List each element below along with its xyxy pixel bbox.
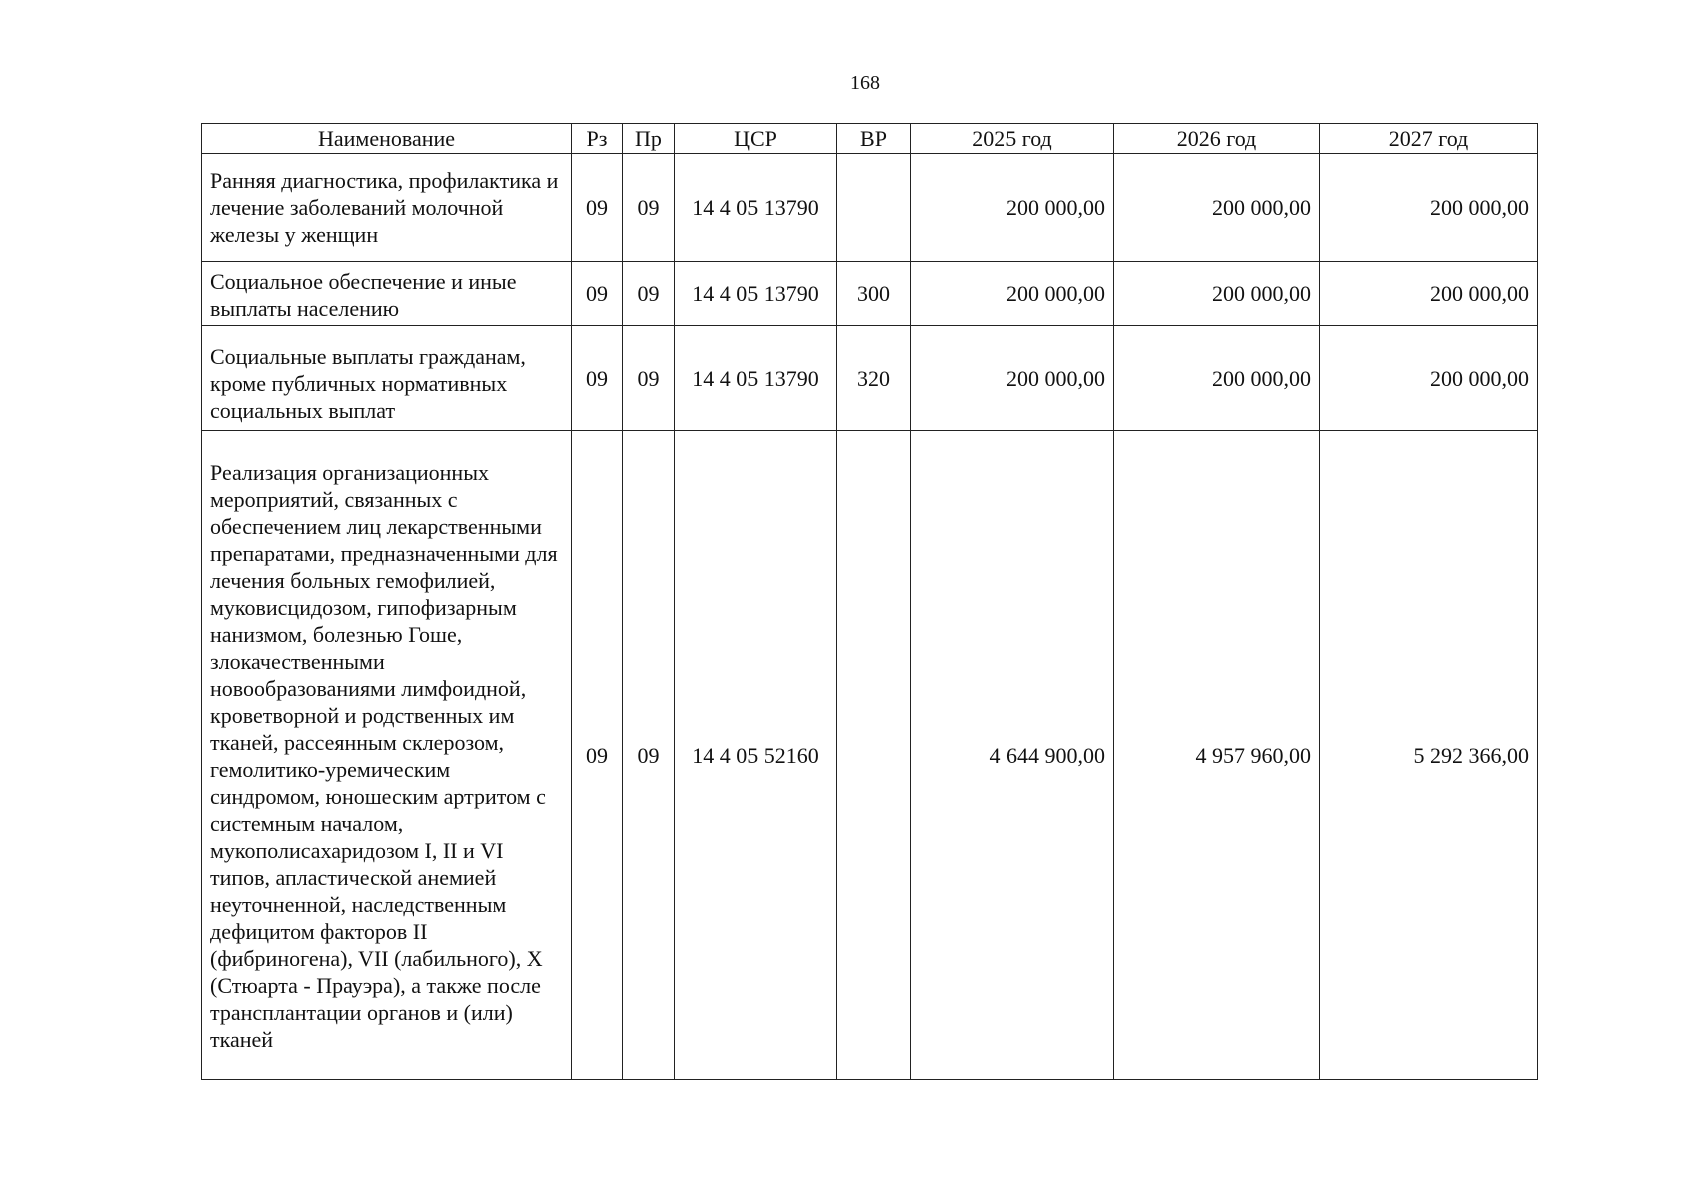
header-rz: Рз (572, 124, 623, 154)
row-2026: 200 000,00 (1114, 262, 1320, 326)
table-row (202, 262, 1538, 326)
header-name: Наименование (202, 124, 572, 154)
row-pr: 09 (623, 262, 675, 326)
header-vr: ВР (837, 124, 911, 154)
table-row (202, 431, 1538, 1080)
row-name: Социальное обеспечение и иные выплаты населению (202, 262, 572, 326)
row-pr: 09 (623, 431, 675, 1080)
row-name: Реализация организационных мероприятий, связанных с обеспечением лиц лекарственными препаратами, предназначенными для лечения больных гемофилией, муковисцидозом, гипофизарным нанизмом, болезнью Гоше, злокачественными новообразованиями лимфоидной, кроветворной и родственных им тканей, рассеянным склерозом, гемолитико-уремическим синдромом, юношеским артритом с системным началом, мукополисахаридозом I, II и VI типов, апластической анемией неуточненной, наследственным дефицитом факторов II (фибриногена), VII (лабильного), X (Стюарта - Прауэра), а также после трансплантации органов и (или) тканей (202, 431, 572, 1080)
header-2025: 2025 год (911, 124, 1114, 154)
row-2027: 5 292 366,00 (1320, 431, 1538, 1080)
row-rz: 09 (572, 154, 623, 262)
table-row (202, 326, 1538, 431)
row-pr: 09 (623, 154, 675, 262)
row-2027: 200 000,00 (1320, 154, 1538, 262)
row-2026: 4 957 960,00 (1114, 431, 1320, 1080)
header-2027: 2027 год (1320, 124, 1538, 154)
header-csr: ЦСР (675, 124, 837, 154)
budget-table (201, 123, 1538, 1080)
row-rz: 09 (572, 262, 623, 326)
row-2025: 200 000,00 (911, 154, 1114, 262)
row-csr: 14 4 05 52160 (675, 431, 837, 1080)
row-rz: 09 (572, 326, 623, 431)
row-2025: 200 000,00 (911, 262, 1114, 326)
row-2025: 4 644 900,00 (911, 431, 1114, 1080)
row-vr: 300 (837, 262, 911, 326)
row-name: Ранняя диагностика, профилактика и лечение заболеваний молочной железы у женщин (202, 154, 572, 262)
row-csr: 14 4 05 13790 (675, 262, 837, 326)
row-vr: 320 (837, 326, 911, 431)
row-rz: 09 (572, 431, 623, 1080)
row-name: Социальные выплаты гражданам, кроме публичных нормативных социальных выплат (202, 326, 572, 431)
row-csr: 14 4 05 13790 (675, 326, 837, 431)
row-2025: 200 000,00 (911, 326, 1114, 431)
row-vr (837, 431, 911, 1080)
table-row (202, 154, 1538, 262)
row-csr: 14 4 05 13790 (675, 154, 837, 262)
row-2027: 200 000,00 (1320, 326, 1538, 431)
row-vr (837, 154, 911, 262)
header-2026: 2026 год (1114, 124, 1320, 154)
header-pr: Пр (623, 124, 675, 154)
row-2026: 200 000,00 (1114, 326, 1320, 431)
row-pr: 09 (623, 326, 675, 431)
row-2026: 200 000,00 (1114, 154, 1320, 262)
row-2027: 200 000,00 (1320, 262, 1538, 326)
table-header-row (202, 124, 1538, 154)
page-number: 168 (850, 72, 880, 94)
